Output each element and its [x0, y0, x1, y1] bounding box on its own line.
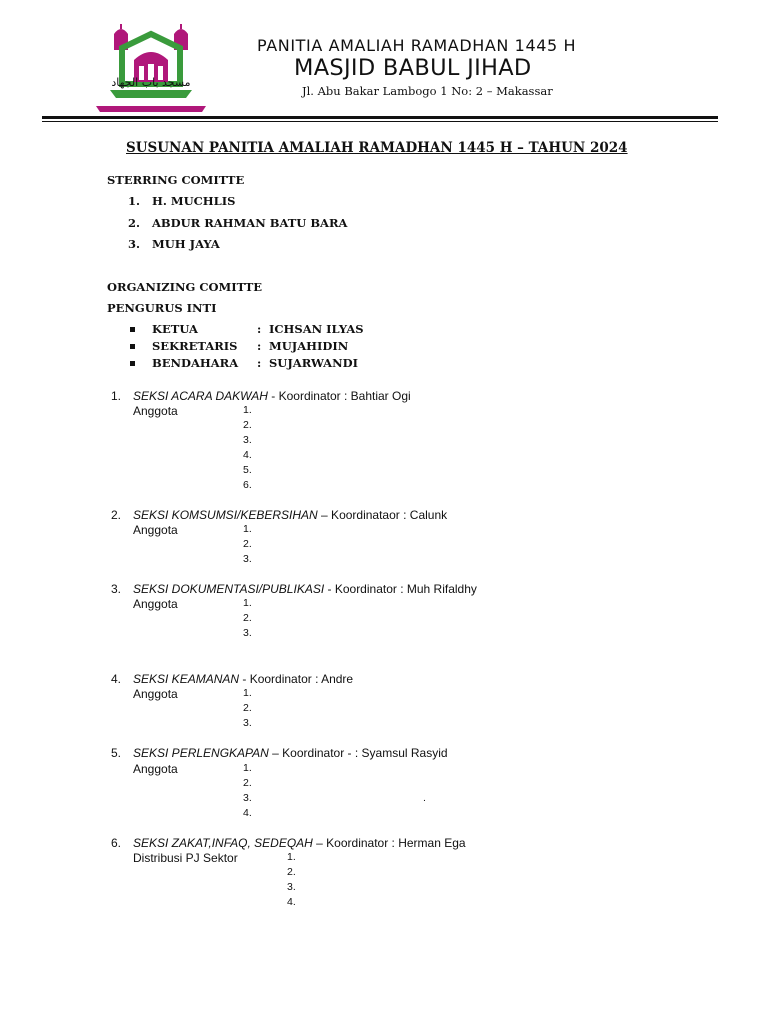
- member-label: Anggota: [133, 404, 178, 418]
- member-slot: 5.: [243, 464, 252, 476]
- member-slot: 2.: [287, 866, 296, 878]
- header-rule-thin: [42, 121, 718, 122]
- section-title: [133, 746, 448, 760]
- section-coordinator: - Koordinator : Bahtiar Ogi: [267, 389, 411, 403]
- member-slot: 3.: [243, 792, 252, 804]
- member-slot: 3.: [243, 553, 252, 565]
- core-separator: :: [257, 339, 262, 353]
- core-role: SEKRETARIS: [152, 339, 238, 353]
- member-slot: 1.: [243, 523, 252, 535]
- section-name: SEKSI ACARA DAKWAH: [133, 389, 268, 403]
- section-name: SEKSI PERLENGKAPAN: [133, 746, 269, 760]
- member-slot: 1.: [243, 597, 252, 609]
- section-coordinator: - Koordinator : Muh Rifaldhy: [324, 582, 477, 596]
- section-title: [133, 582, 477, 596]
- section-coordinator: - Koordinator : Andre: [239, 672, 354, 686]
- core-separator: :: [257, 356, 262, 370]
- member-label: Anggota: [133, 523, 178, 537]
- section-title: [133, 672, 353, 686]
- section-coordinator: – Koordinator : Herman Ega: [312, 836, 466, 850]
- member-slot: 1.: [243, 762, 252, 774]
- member-label: Anggota: [133, 687, 178, 701]
- member-slot: 4.: [243, 807, 252, 819]
- member-slot: 1.: [243, 687, 252, 699]
- steering-num: 1.: [128, 194, 141, 208]
- bullet-icon: [130, 344, 135, 349]
- section-title: [133, 836, 466, 850]
- member-slot: 4.: [243, 449, 252, 461]
- core-name: SUJARWANDI: [269, 356, 358, 370]
- member-slot: 2.: [243, 612, 252, 624]
- section-name: SEKSI KEAMANAN: [133, 672, 240, 686]
- header-address: Jl. Abu Bakar Lambogo 1 No: 2 – Makassar: [302, 84, 553, 98]
- section-name: SEKSI ZAKAT,INFAQ, SEDEQAH: [133, 836, 313, 850]
- header-rule-thick: [42, 116, 718, 119]
- member-slot: 3.: [243, 434, 252, 446]
- member-slot: 2.: [243, 419, 252, 431]
- core-name: ICHSAN ILYAS: [269, 322, 364, 336]
- bullet-icon: [130, 327, 135, 332]
- document-title: SUSUNAN PANITIA AMALIAH RAMADHAN 1445 H – TAHUN 2024: [126, 140, 628, 156]
- core-role: BENDAHARA: [152, 356, 239, 370]
- member-slot: 1.: [243, 404, 252, 416]
- section-name: SEKSI DOKUMENTASI/PUBLIKASI: [133, 582, 325, 596]
- mosque-logo: [92, 24, 210, 114]
- section-title: [133, 389, 411, 403]
- steering-member: H. MUCHLIS: [152, 194, 236, 208]
- member-label: Anggota: [133, 762, 178, 776]
- member-label: Distribusi PJ Sektor: [133, 851, 238, 865]
- section-number: 5.: [111, 746, 122, 760]
- logo-arabic-text: مسجد باب الجهاد: [111, 76, 191, 89]
- core-role: KETUA: [152, 322, 198, 336]
- steering-member: MUH JAYA: [152, 237, 220, 251]
- section-name: SEKSI KOMSUMSI/KEBERSIHAN: [133, 508, 318, 522]
- member-slot: 3.: [287, 881, 296, 893]
- member-slot: 4.: [287, 896, 296, 908]
- core-board-heading: PENGURUS INTI: [107, 301, 217, 315]
- member-slot: 1.: [287, 851, 296, 863]
- header-committee-name: PANITIA AMALIAH RAMADHAN 1445 H: [257, 36, 577, 55]
- section-number: 1.: [111, 389, 122, 403]
- section-number: 6.: [111, 836, 122, 850]
- organizing-heading: ORGANIZING COMITTE: [107, 280, 263, 294]
- member-slot: 2.: [243, 702, 252, 714]
- section-title: [133, 508, 447, 522]
- section-coordinator: – Koordinataor : Calunk: [317, 508, 448, 522]
- steering-member: ABDUR RAHMAN BATU BARA: [152, 216, 348, 230]
- core-separator: :: [257, 322, 262, 336]
- steering-num: 2.: [128, 216, 141, 230]
- section-number: 3.: [111, 582, 122, 596]
- steering-num: 3.: [128, 237, 141, 251]
- member-slot: 2.: [243, 538, 252, 550]
- bullet-icon: [130, 361, 135, 366]
- section-number: 4.: [111, 672, 122, 686]
- steering-heading: STERRING COMITTE: [107, 173, 245, 187]
- member-label: Anggota: [133, 597, 178, 611]
- member-slot: 3.: [243, 717, 252, 729]
- header-mosque-name: MASJID BABUL JIHAD: [294, 55, 532, 81]
- member-slot: 6.: [243, 479, 252, 491]
- member-slot: 2.: [243, 777, 252, 789]
- member-slot: 3.: [243, 627, 252, 639]
- stray-mark: .: [423, 792, 426, 804]
- core-name: MUJAHIDIN: [269, 339, 349, 353]
- section-coordinator: – Koordinator - : Syamsul Rasyid: [268, 746, 448, 760]
- section-number: 2.: [111, 508, 122, 522]
